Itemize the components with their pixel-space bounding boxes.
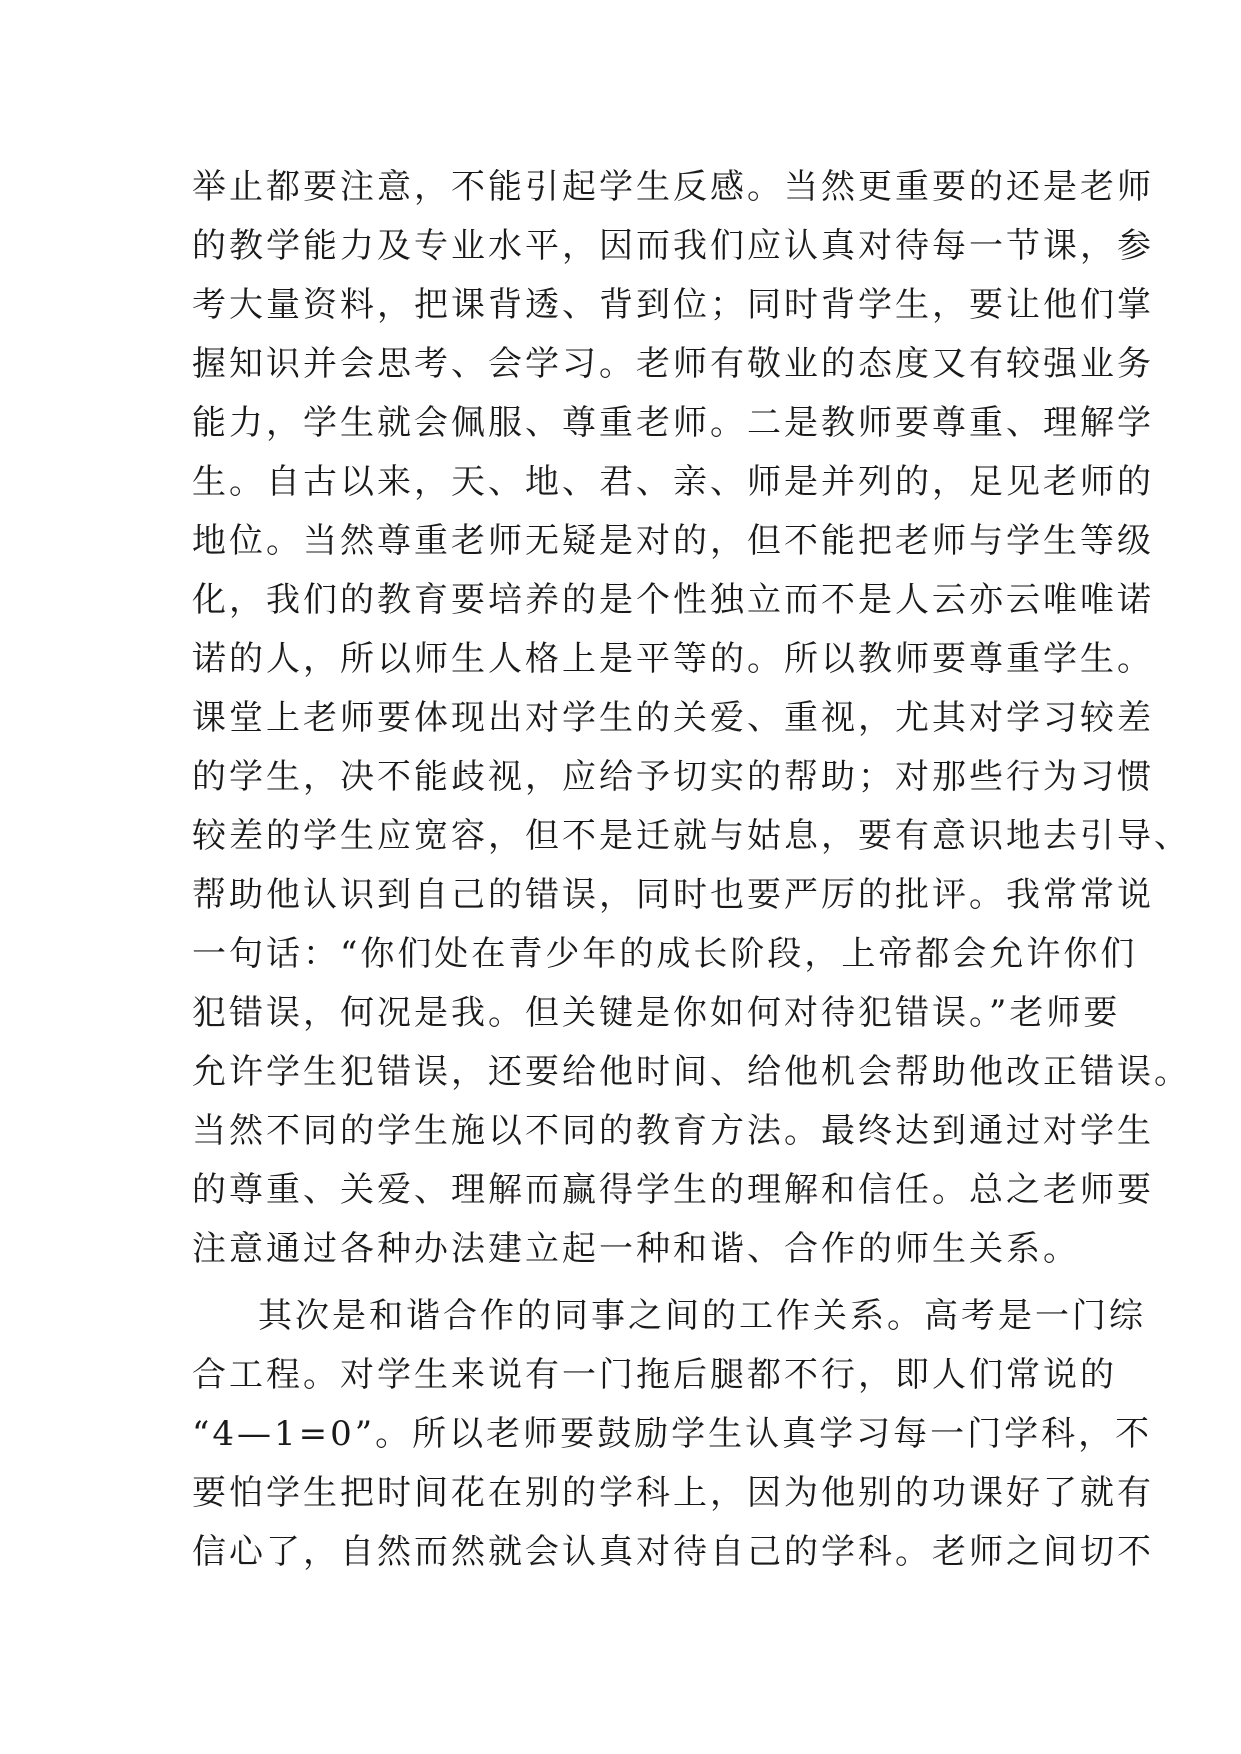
text-line: 举止都要注意，不能引起学生反感。当然更重要的还是老师 (192, 167, 1154, 207)
text-line: 允许学生犯错误，还要给他时间、给他机会帮助他改正错误。 (192, 1052, 1191, 1092)
text-line: 当然不同的学生施以不同的教育方法。最终达到通过对学生 (192, 1111, 1154, 1151)
text-line: 握知识并会思考、会学习。老师有敬业的态度又有较强业务 (192, 344, 1154, 384)
text-line: 的学生，决不能歧视，应给予切实的帮助；对那些行为习惯 (192, 757, 1154, 797)
text-line: 一句话：“你们处在青少年的成长阶段，上帝都会允许你们 (192, 934, 1138, 974)
paragraph-first-line: 其次是和谐合作的同事之间的工作关系。高考是一门综 (258, 1296, 1146, 1336)
text-line: 地位。当然尊重老师无疑是对的，但不能把老师与学生等级 (192, 521, 1154, 561)
paragraph-gap (192, 1279, 1092, 1287)
text-line: 要怕学生把时间花在别的学科上，因为他别的功课好了就有 (192, 1473, 1154, 1513)
text-line: 合工程。对学生来说有一门拖后腿都不行，即人们常说的 (192, 1355, 1117, 1395)
text-line: 诺的人，所以师生人格上是平等的。所以教师要尊重学生。 (192, 639, 1154, 679)
text-line: 的教学能力及专业水平，因而我们应认真对待每一节课，参 (192, 226, 1154, 266)
text-line: 能力，学生就会佩服、尊重老师。二是教师要尊重、理解学 (192, 403, 1154, 443)
text-line: 化，我们的教育要培养的是个性独立而不是人云亦云唯唯诺 (192, 580, 1154, 620)
text-line: 信心了，自然而然就会认真对待自己的学科。老师之间切不 (192, 1532, 1154, 1572)
text-line: 注意通过各种办法建立起一种和谐、合作的师生关系。 (192, 1229, 1080, 1269)
text-line: 生。自古以来，天、地、君、亲、师是并列的，足见老师的 (192, 462, 1154, 502)
text-line: 较差的学生应宽容，但不是迁就与姑息，要有意识地去引导、 (192, 816, 1191, 856)
text-line: “4—1=0”。所以老师要鼓励学生认真学习每一门学科，不 (192, 1414, 1153, 1454)
text-line: 的尊重、关爱、理解而赢得学生的理解和信任。总之老师要 (192, 1170, 1154, 1210)
text-line: 帮助他认识到自己的错误，同时也要严厉的批评。我常常说 (192, 875, 1154, 915)
text-line: 课堂上老师要体现出对学生的关爱、重视，尤其对学习较差 (192, 698, 1154, 738)
text-line: 考大量资料，把课背透、背到位；同时背学生，要让他们掌 (192, 285, 1154, 325)
body-text (192, 158, 1191, 1582)
text-line: 犯错误，何况是我。但关键是你如何对待犯错误。”老师要 (192, 993, 1121, 1033)
